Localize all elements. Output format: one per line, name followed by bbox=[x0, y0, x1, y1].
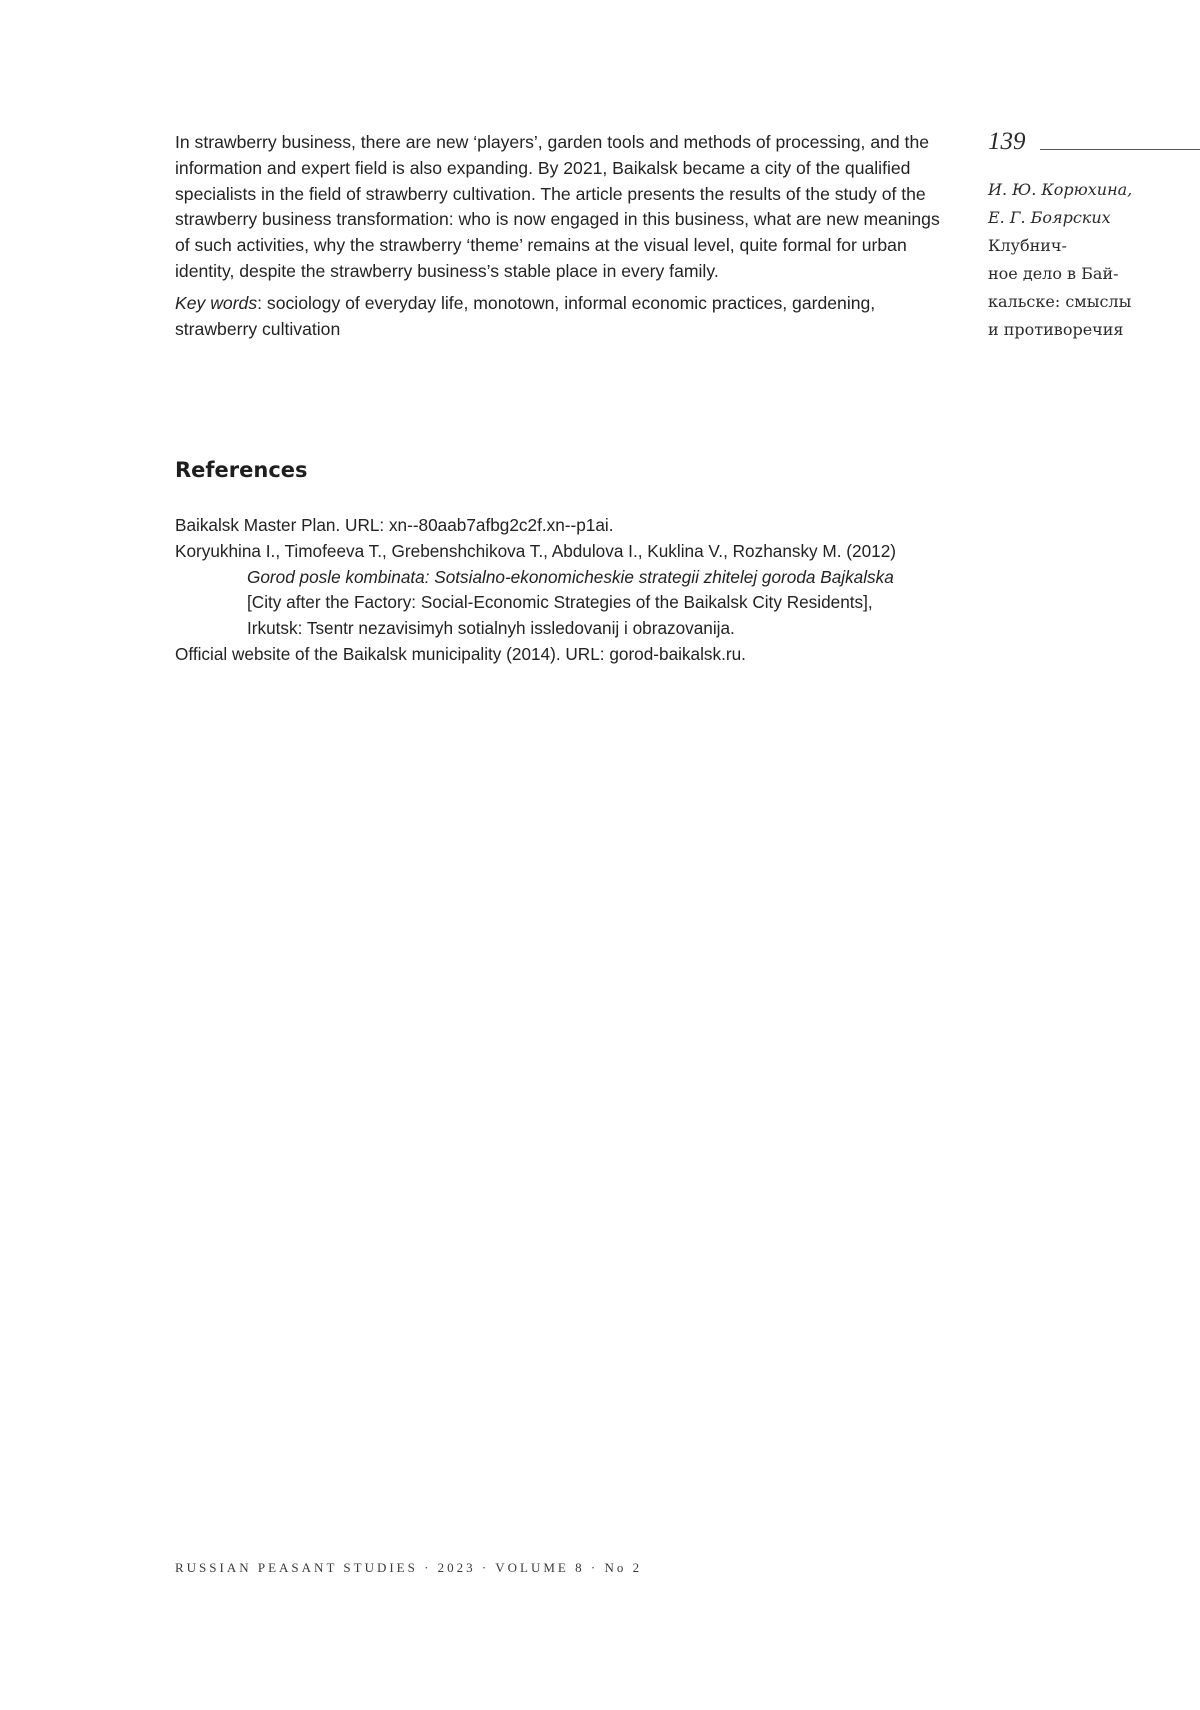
keywords-label: Key words bbox=[175, 292, 258, 313]
keywords-text: : sociology of everyday life, monotown, informal economic practices, gardening, strawberry cultivation bbox=[175, 292, 876, 339]
reference-item: Baikalsk Master Plan. URL: xn--80aab7afbg2c2f.xn--p1ai. bbox=[175, 515, 614, 535]
reference-authors: Koryukhina I., Timofeeva T., Grebenshchikova T., Abdulova I., Kuklina V., Rozhansky M. (2012) bbox=[175, 540, 896, 561]
running-head-sidebar bbox=[988, 124, 1200, 344]
sidebar-title-line: кальске: смыслы bbox=[988, 292, 1132, 311]
sidebar-authors bbox=[988, 176, 1200, 232]
reference-translation: [City after the Factory: Social-Economic Strategies of the Baikalsk City Residents], bbox=[247, 592, 873, 613]
reference-item: Official website of the Baikalsk municipality (2014). URL: gorod-baikalsk.ru. bbox=[175, 643, 746, 664]
reference-publisher: Irkutsk: Tsentr nezavisimyh sotialnyh issledovanij i obrazovanija. bbox=[247, 618, 735, 639]
sidebar-title-line: ное дело в Бай- bbox=[988, 264, 1119, 283]
references-heading: References bbox=[175, 458, 308, 482]
reference-title: Gorod posle kombinata: Sotsialno-ekonomicheskie strategii zhitelej goroda Bajkalska bbox=[247, 566, 894, 587]
sidebar-author: И. Ю. Корюхина, bbox=[988, 180, 1133, 199]
references-list bbox=[175, 513, 975, 668]
page-number-row bbox=[988, 124, 1200, 156]
reference-item bbox=[175, 539, 975, 642]
page-number: 139 bbox=[988, 128, 1026, 155]
keywords-line bbox=[175, 291, 955, 343]
sidebar-title-line: Клубнич- bbox=[988, 236, 1067, 255]
sidebar-article-title bbox=[988, 232, 1200, 344]
sidebar-author: Е. Г. Боярских bbox=[988, 208, 1111, 227]
sidebar-title-line: и противоречия bbox=[988, 320, 1124, 339]
abstract-section bbox=[175, 130, 955, 342]
journal-footer: RUSSIAN PEASANT STUDIES · 2023 · VOLUME 8 · No 2 bbox=[175, 1560, 643, 1575]
abstract-paragraph: In strawberry business, there are new ‘players’, garden tools and methods of processing, and the information and expert field is also expanding. By 2021, Baikalsk became a city of the qualified specialists in the field of strawberry cultivation. The article presents the results of the study of the strawberry business transformation: who is now engaged in this business, what are new meanings of such activities, why the strawberry ‘theme’ remains at the visual level, quite formal for urban identity, despite the strawberry business’s stable place in every family. bbox=[175, 132, 940, 281]
page-number-rule bbox=[1040, 149, 1200, 150]
